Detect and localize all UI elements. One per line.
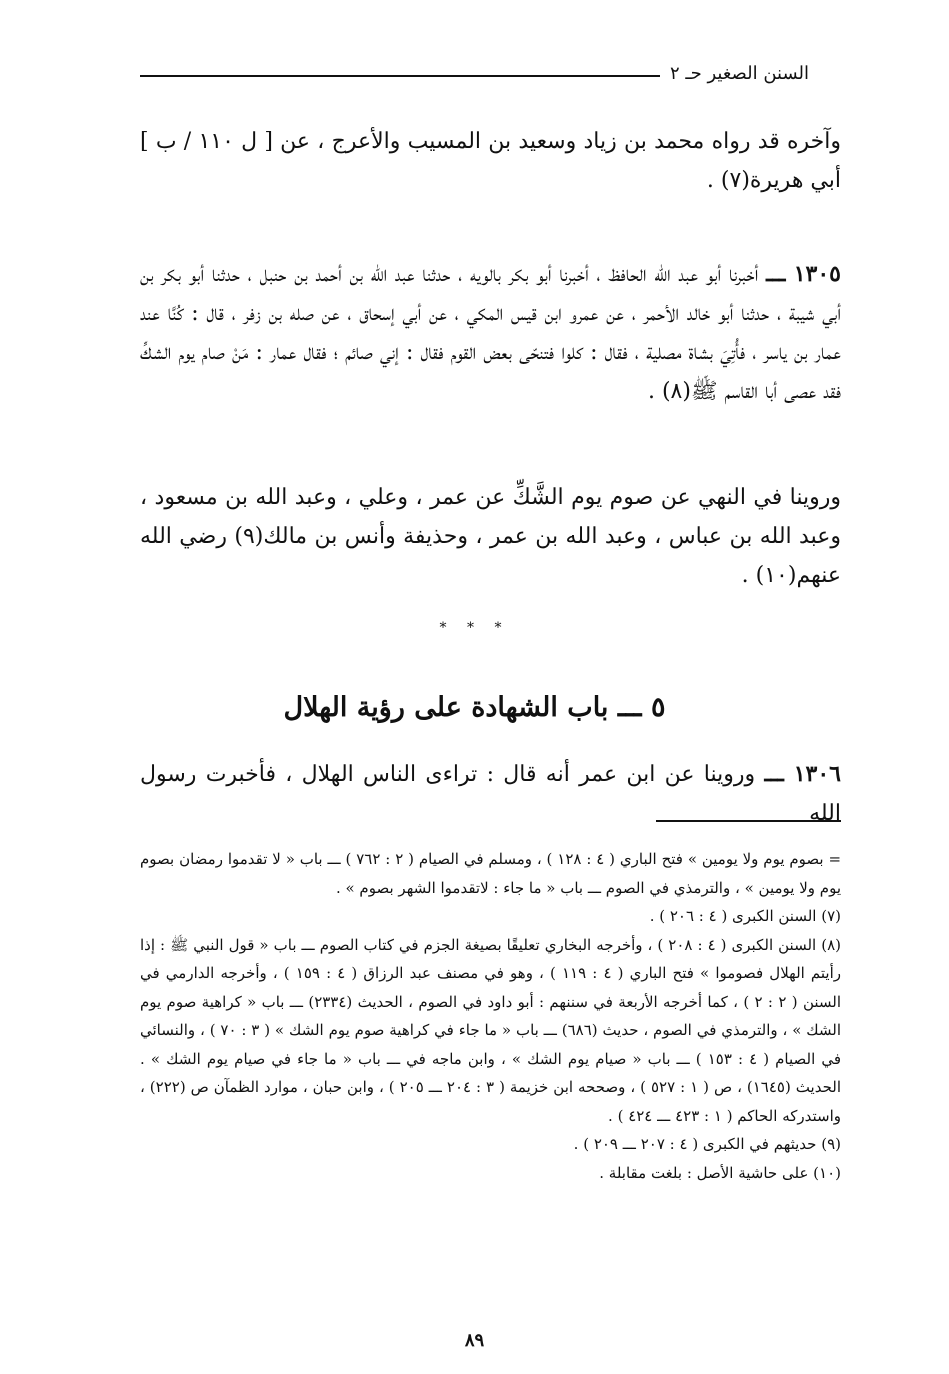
header-rule — [140, 75, 660, 77]
hadith-text: أخبرنا أبو عبد الله الحافظ ، أخبرنا أبو بكر بالويه ، حدثنا عبد الله بن أحمد بن حنبل ، حدثنا أبو بكر بن أبي شيبة ، حدثنا أبو خالد الأحمر ، عن عمرو ابن قيس المكي ، عن أبي إسحاق ، عن صله بن زفر ، قال : كُنَّا عند عمار بن ياسر ، فأُتِيَ بشاة مصلية ، فقال : كلوا فتنحّى بعض القوم فقال : إني صائم ؛ فقال عمار : مَنْ صام يوم الشكِّ فقد عصى أبا القاسم ﷺ(٨) . — [140, 262, 841, 404]
header-title: السنن الصغير حـ ٢ — [669, 62, 809, 84]
hadith-number: ١٣٠٥ ـــ — [766, 261, 841, 287]
footnote-8: (٨) السنن الكبرى ( ٤ : ٢٠٨ ) ، وأخرجه البخاري تعليقًا بصيغة الجزم في كتاب الصوم ـــ باب « قول النبي ﷺ : إذا رأيتم الهلال فصوموا » فتح الباري ( ٤ : ١١٩ ) ، وهو في مصنف عبد الرزاق ( ٤ : ١٥٩ ) ، وأخرجه الدارمي في السنن ( ٢ : ٢ ) ، كما أخرجه الأربعة في سننهم : أبو داود في الصوم ، الحديث (٢٣٣٤) ـــ باب « كراهية صوم يوم الشك » ، والترمذي في الصوم ، حديث (٦٨٦) ـــ باب « ما جاء في كراهية صوم يوم الشك » ( ٣ : ٧٠ ) ، والنسائي في الصيام ( ٤ : ١٥٣ ) ـــ باب « صيام يوم الشك » ، وابن ماجه في ـــ باب « ما جاء في صيام يوم الشك » . الحديث (١٦٤٥) ، ص ( ١ : ٥٢٧ ) ، وصححه ابن خزيمة ( ٣ : ٢٠٤ ـــ ٢٠٥ ) ، وابن حبان ، موارد الظمآن ص (٢٢٢) ، واستدركه الحاكم ( ١ : ٤٢٣ ـــ ٤٢٤ ) . — [140, 935, 842, 1125]
running-header — [140, 58, 809, 88]
paragraph-text: وآخره قد رواه محمد بن زياد وسعيد بن المسيب والأعرج ، عن [ ل ١١٠ / ب ] أبي هريرة(٧) . — [140, 129, 841, 193]
hadith-text: وروينا عن ابن عمر أنه قال : تراءى الناس الهلال ، فأخبرت رسول الله — [140, 762, 841, 826]
footnotes — [140, 845, 841, 1187]
footnote-9: (٩) حديثهم في الكبرى ( ٤ : ٢٠٧ ـــ ٢٠٩ ) . — [573, 1135, 841, 1153]
hadith-1305 — [140, 255, 841, 411]
footnote-rule — [656, 820, 841, 822]
paragraph-text: وروينا في النهي عن صوم يوم الشَّكِّ عن عمر ، وعلي ، وعبد الله بن مسعود ، وعبد الله بن عباس ، وعبد الله بن عمر ، وحذيفة وأنس بن مالك(٩) رضي الله عنهم(١٠) . — [140, 485, 841, 588]
footnote-7: (٧) السنن الكبرى ( ٤ : ٢٠٦ ) . — [649, 907, 841, 925]
footnote-continuation: = بصوم يوم ولا يومين » فتح الباري ( ٤ : ١٢٨ ) ، ومسلم في الصيام ( ٢ : ٧٦٢ ) ـــ باب « لا تقدموا رمضان بصوم يوم ولا يومين » ، والترمذي في الصوم ـــ باب « ما جاء : لاتقدموا الشهر بصوم » . — [140, 850, 842, 897]
paragraph-continuation — [140, 122, 841, 200]
page-number: ٨٩ — [464, 1330, 485, 1351]
footnote-10: (١٠) على حاشية الأصل : بلغت مقابلة . — [599, 1163, 841, 1182]
section-separator: * * * — [439, 620, 510, 636]
paragraph-narrations — [140, 478, 841, 595]
hadith-number: ١٣٠٦ ـــ — [764, 761, 841, 787]
chapter-heading: ٥ ـــ باب الشهادة على رؤية الهلال — [283, 692, 666, 723]
